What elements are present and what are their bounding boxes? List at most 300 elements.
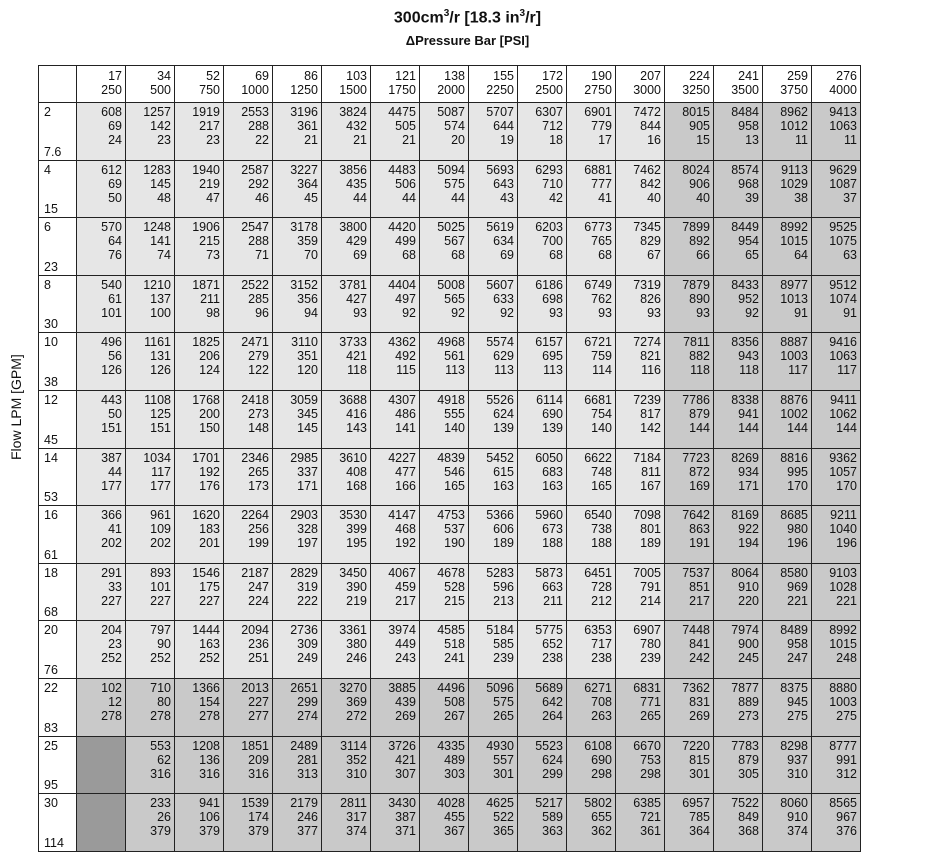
cell-value-2: 359 — [297, 234, 318, 249]
cell-value-2: 910 — [738, 579, 759, 594]
cell-value-3: 21 — [353, 133, 367, 147]
cell-value-2: 906 — [689, 176, 710, 191]
flow-lpm-value: 16 — [44, 508, 58, 523]
cell-value-1: 3361 — [339, 623, 367, 638]
performance-cell — [273, 275, 322, 333]
cell-value-3: 68 — [598, 248, 612, 263]
pressure-column-header — [371, 66, 420, 103]
pressure-bar-value: 86 — [304, 69, 318, 83]
cell-value-2: 826 — [640, 291, 661, 306]
cell-value-3: 301 — [493, 766, 514, 781]
cell-value-3: 117 — [837, 363, 857, 378]
cell-value-1: 4968 — [437, 335, 465, 350]
cell-value-1: 8685 — [780, 508, 808, 523]
cell-value-2: 1012 — [780, 119, 808, 133]
performance-cell — [77, 621, 126, 679]
cell-value-2: 663 — [542, 579, 563, 594]
cell-value-3: 11 — [795, 133, 808, 147]
performance-cell — [616, 103, 665, 161]
pressure-psi-value: 2250 — [486, 83, 514, 97]
cell-value-2: 596 — [493, 579, 514, 594]
cell-value-2: 369 — [346, 694, 367, 709]
cell-value-1: 961 — [150, 508, 171, 523]
cell-value-2: 163 — [199, 637, 220, 652]
cell-value-1: 5693 — [486, 162, 514, 177]
cell-value-3: 245 — [738, 651, 759, 666]
cell-value-1: 608 — [101, 105, 122, 119]
performance-cell — [665, 563, 714, 621]
cell-value-2: 468 — [395, 522, 416, 537]
performance-cell — [714, 160, 763, 218]
cell-value-2: 712 — [542, 119, 563, 133]
cell-value-1: 1161 — [144, 335, 171, 350]
cell-value-3: 242 — [689, 651, 710, 666]
cell-value-2: 192 — [199, 464, 220, 479]
performance-cell — [371, 448, 420, 506]
cell-value-1: 8992 — [780, 220, 808, 235]
cell-value-1: 7362 — [682, 680, 710, 695]
cell-value-3: 239 — [640, 651, 661, 666]
cell-value-3: 379 — [248, 824, 269, 839]
performance-cell — [371, 333, 420, 391]
cell-value-3: 239 — [493, 651, 514, 666]
table-row — [39, 218, 861, 276]
cell-value-2: 486 — [395, 406, 416, 421]
performance-cell — [371, 563, 420, 621]
cell-value-1: 3450 — [339, 565, 367, 580]
cell-value-3: 66 — [696, 248, 710, 263]
cell-value-2: 41 — [108, 522, 122, 537]
cell-value-1: 710 — [150, 680, 171, 695]
cell-value-1: 8565 — [829, 796, 857, 811]
performance-cell — [469, 103, 518, 161]
flow-gpm-value: 114 — [44, 835, 64, 850]
performance-cell — [518, 448, 567, 506]
cell-value-1: 1919 — [192, 105, 220, 119]
cell-value-1: 2264 — [241, 508, 269, 523]
cell-value-1: 2471 — [241, 335, 269, 350]
flow-gpm-value: 61 — [44, 547, 58, 562]
cell-value-3: 376 — [836, 824, 857, 839]
cell-value-1: 5523 — [535, 738, 563, 753]
cell-value-2: 1063 — [829, 349, 857, 364]
cell-value-3: 93 — [696, 305, 710, 320]
flow-row-header — [39, 621, 77, 679]
cell-value-1: 7811 — [683, 335, 710, 350]
flow-gpm-value: 45 — [44, 432, 58, 447]
cell-value-3: 50 — [108, 190, 122, 205]
cell-value-3: 37 — [843, 190, 857, 205]
performance-cell — [567, 736, 616, 794]
cell-value-2: 937 — [787, 752, 808, 767]
cell-value-2: 12 — [108, 694, 122, 709]
cell-value-1: 8298 — [780, 738, 808, 753]
cell-value-2: 1003 — [780, 349, 808, 364]
cell-value-3: 177 — [101, 478, 122, 493]
cell-value-2: 934 — [738, 464, 759, 479]
cell-value-3: 21 — [402, 133, 416, 147]
performance-cell — [616, 736, 665, 794]
cell-value-3: 196 — [836, 536, 857, 551]
cell-value-2: 615 — [493, 464, 514, 479]
cell-value-3: 24 — [108, 133, 122, 147]
performance-cell — [175, 621, 224, 679]
cell-value-3: 215 — [444, 593, 465, 608]
performance-cell — [175, 506, 224, 564]
performance-cell — [763, 275, 812, 333]
cell-value-1: 3856 — [339, 162, 367, 177]
flow-gpm-value: 38 — [44, 374, 58, 389]
cell-value-3: 120 — [297, 363, 318, 378]
performance-cell — [567, 218, 616, 276]
performance-cell — [763, 218, 812, 276]
cell-value-1: 9512 — [829, 277, 857, 292]
cell-value-3: 167 — [640, 478, 661, 493]
cell-value-1: 3059 — [290, 392, 318, 407]
flow-lpm-value: 10 — [44, 335, 58, 350]
performance-cell — [322, 794, 371, 852]
empty-cell — [77, 736, 126, 794]
cell-value-1: 9629 — [829, 162, 857, 177]
performance-cell — [175, 390, 224, 448]
performance-cell — [567, 333, 616, 391]
cell-value-3: 44 — [402, 190, 416, 205]
cell-value-1: 5283 — [486, 565, 514, 580]
cell-value-3: 274 — [297, 708, 318, 723]
performance-cell — [567, 103, 616, 161]
performance-cell — [567, 621, 616, 679]
performance-cell — [126, 621, 175, 679]
cell-value-1: 7098 — [633, 508, 661, 523]
cell-value-2: 399 — [346, 522, 367, 537]
cell-value-3: 48 — [157, 190, 171, 205]
performance-cell — [273, 736, 322, 794]
cell-value-2: 633 — [493, 291, 514, 306]
cell-value-1: 4483 — [388, 162, 416, 177]
cell-value-2: 80 — [157, 694, 171, 709]
performance-cell — [763, 103, 812, 161]
cell-value-3: 171 — [297, 478, 318, 493]
cell-value-3: 64 — [794, 248, 808, 263]
cell-value-1: 9411 — [830, 392, 857, 407]
pressure-column-header — [665, 66, 714, 103]
cell-value-3: 140 — [444, 420, 465, 435]
cell-value-1: 8433 — [731, 277, 759, 292]
cell-value-3: 221 — [787, 593, 808, 608]
cell-value-2: 421 — [395, 752, 416, 767]
cell-value-2: 364 — [297, 176, 318, 191]
cell-value-1: 4420 — [388, 220, 416, 235]
pressure-bar-value: 155 — [493, 69, 514, 83]
performance-cell — [322, 275, 371, 333]
flow-row-header — [39, 275, 77, 333]
cell-value-2: 288 — [248, 234, 269, 249]
cell-value-1: 7522 — [731, 796, 759, 811]
performance-cell — [518, 333, 567, 391]
cell-value-2: 575 — [444, 176, 465, 191]
cell-value-1: 3430 — [388, 796, 416, 811]
cell-value-1: 9413 — [829, 105, 857, 119]
cell-value-3: 188 — [591, 536, 612, 551]
cell-value-3: 275 — [836, 708, 857, 723]
cell-value-1: 3110 — [291, 335, 318, 350]
cell-value-2: 227 — [248, 694, 269, 709]
cell-value-2: 958 — [738, 119, 759, 133]
performance-cell — [763, 506, 812, 564]
performance-cell — [763, 448, 812, 506]
performance-cell — [322, 390, 371, 448]
cell-value-1: 2418 — [241, 392, 269, 407]
cell-value-1: 2013 — [241, 680, 269, 695]
cell-value-1: 7537 — [682, 565, 710, 580]
cell-value-1: 4362 — [388, 335, 416, 350]
cell-value-3: 96 — [255, 305, 269, 320]
cell-value-2: 518 — [444, 637, 465, 652]
cell-value-3: 63 — [843, 248, 857, 263]
cell-value-1: 2903 — [290, 508, 318, 523]
cell-value-3: 144 — [689, 420, 710, 435]
cell-value-2: 574 — [444, 119, 465, 133]
cell-value-3: 265 — [493, 708, 514, 723]
cell-value-3: 115 — [396, 363, 416, 378]
cell-value-1: 893 — [150, 565, 171, 580]
cell-value-2: 762 — [591, 291, 612, 306]
performance-cell — [273, 563, 322, 621]
cell-value-2: 497 — [395, 291, 416, 306]
cell-value-2: 910 — [787, 810, 808, 825]
cell-value-1: 3530 — [339, 508, 367, 523]
cell-value-3: 71 — [255, 248, 269, 263]
performance-cell — [273, 390, 322, 448]
pressure-bar-value: 52 — [206, 69, 220, 83]
performance-cell — [518, 736, 567, 794]
performance-cell — [175, 275, 224, 333]
table-row — [39, 275, 861, 333]
cell-value-3: 188 — [542, 536, 563, 551]
cell-value-2: 528 — [444, 579, 465, 594]
performance-cell — [175, 333, 224, 391]
cell-value-3: 277 — [248, 708, 269, 723]
cell-value-2: 683 — [542, 464, 563, 479]
cell-value-1: 941 — [199, 796, 220, 811]
cell-value-2: 721 — [640, 810, 661, 825]
cell-value-1: 2811 — [340, 796, 367, 811]
cell-value-2: 256 — [248, 522, 269, 537]
cell-value-1: 6307 — [535, 105, 563, 119]
performance-cell — [322, 218, 371, 276]
cell-value-3: 247 — [787, 651, 808, 666]
flow-gpm-value: 23 — [44, 259, 58, 274]
cell-value-2: 281 — [297, 752, 318, 767]
cell-value-3: 142 — [640, 420, 661, 435]
cell-value-1: 102 — [101, 680, 122, 695]
cell-value-2: 319 — [297, 579, 318, 594]
cell-value-2: 710 — [542, 176, 563, 191]
performance-cell — [175, 103, 224, 161]
pressure-psi-value: 2500 — [535, 83, 563, 97]
cell-value-1: 1940 — [192, 162, 220, 177]
cell-value-3: 140 — [591, 420, 612, 435]
pressure-psi-value: 3500 — [731, 83, 759, 97]
cell-value-2: 690 — [542, 406, 563, 421]
cell-value-3: 93 — [353, 305, 367, 320]
cell-value-1: 8777 — [829, 738, 857, 753]
cell-value-2: 1040 — [829, 522, 857, 537]
performance-cell — [763, 794, 812, 852]
cell-value-1: 7879 — [682, 277, 710, 292]
cell-value-2: 811 — [641, 464, 661, 479]
cell-value-1: 6907 — [633, 623, 661, 638]
cell-value-1: 7448 — [682, 623, 710, 638]
cell-value-1: 4930 — [486, 738, 514, 753]
cell-value-1: 4147 — [388, 508, 416, 523]
performance-cell — [714, 275, 763, 333]
performance-cell — [420, 736, 469, 794]
cell-value-1: 496 — [101, 335, 122, 350]
performance-cell — [763, 563, 812, 621]
cell-value-2: 236 — [248, 637, 269, 652]
performance-cell — [126, 563, 175, 621]
cell-value-2: 1074 — [829, 291, 857, 306]
cell-value-2: 753 — [640, 752, 661, 767]
cell-value-2: 416 — [346, 406, 367, 421]
performance-cell — [371, 390, 420, 448]
cell-value-1: 6773 — [584, 220, 612, 235]
cell-value-1: 6622 — [584, 450, 612, 465]
cell-value-2: 1057 — [829, 464, 857, 479]
cell-value-2: 565 — [444, 291, 465, 306]
performance-cell — [812, 390, 861, 448]
cell-value-2: 900 — [738, 637, 759, 652]
pressure-bar-value: 241 — [738, 69, 759, 83]
flow-gpm-value: 95 — [44, 778, 58, 793]
cell-value-2: 642 — [542, 694, 563, 709]
cell-value-1: 2346 — [241, 450, 269, 465]
performance-cell — [616, 794, 665, 852]
cell-value-2: 941 — [738, 406, 759, 421]
performance-cell — [616, 333, 665, 391]
cell-value-1: 6203 — [535, 220, 563, 235]
cell-value-2: 492 — [395, 349, 416, 364]
cell-value-1: 5008 — [437, 277, 465, 292]
performance-cell — [714, 621, 763, 679]
performance-cell — [420, 275, 469, 333]
cell-value-3: 241 — [444, 651, 465, 666]
cell-value-3: 272 — [346, 708, 367, 723]
performance-cell — [812, 506, 861, 564]
performance-cell — [616, 678, 665, 736]
performance-cell — [420, 794, 469, 852]
cell-value-2: 1029 — [780, 176, 808, 191]
cell-value-1: 3610 — [339, 450, 367, 465]
cell-value-1: 7239 — [633, 392, 661, 407]
performance-cell — [763, 736, 812, 794]
pressure-psi-value: 750 — [199, 83, 220, 97]
cell-value-2: 265 — [248, 464, 269, 479]
cell-value-3: 67 — [647, 248, 661, 263]
performance-cell — [126, 794, 175, 852]
cell-value-2: 967 — [836, 810, 857, 825]
cell-value-2: 537 — [444, 522, 465, 537]
performance-cell — [469, 621, 518, 679]
cell-value-3: 303 — [444, 766, 465, 781]
cell-value-1: 6293 — [535, 162, 563, 177]
cell-value-2: 427 — [346, 291, 367, 306]
performance-cell — [714, 333, 763, 391]
cell-value-3: 151 — [101, 420, 122, 435]
cell-value-3: 144 — [836, 420, 857, 435]
pressure-psi-value: 500 — [150, 83, 171, 97]
performance-cell — [224, 390, 273, 448]
performance-cell — [175, 218, 224, 276]
performance-cell — [567, 506, 616, 564]
flow-row-header — [39, 333, 77, 391]
cell-value-1: 8880 — [829, 680, 857, 695]
pressure-subtitle: ΔPressure Bar [PSI] — [405, 33, 530, 48]
performance-cell — [273, 160, 322, 218]
cell-value-1: 1546 — [192, 565, 220, 580]
cell-value-1: 443 — [101, 392, 122, 407]
cell-value-3: 377 — [297, 824, 318, 839]
performance-cell — [371, 160, 420, 218]
cell-value-3: 211 — [543, 593, 563, 608]
cell-value-3: 144 — [738, 420, 759, 435]
cell-value-2: 690 — [591, 752, 612, 767]
performance-cell — [224, 678, 273, 736]
performance-cell — [616, 448, 665, 506]
cell-value-1: 8484 — [731, 105, 759, 119]
table-row — [39, 506, 861, 564]
pressure-psi-value: 250 — [101, 83, 122, 97]
cell-value-2: 791 — [640, 579, 661, 594]
cell-value-2: 841 — [689, 637, 710, 652]
cell-value-2: 69 — [108, 119, 122, 133]
cell-value-1: 4753 — [437, 508, 465, 523]
cell-value-3: 265 — [640, 708, 661, 723]
cell-value-3: 41 — [598, 190, 612, 205]
performance-cell — [77, 218, 126, 276]
pressure-bar-value: 172 — [542, 69, 563, 83]
cell-value-3: 227 — [101, 593, 122, 608]
cell-value-1: 7642 — [682, 508, 710, 523]
cell-value-1: 5452 — [486, 450, 514, 465]
cell-value-2: 175 — [199, 579, 220, 594]
cell-value-3: 92 — [745, 305, 759, 320]
cell-value-3: 73 — [206, 248, 220, 263]
cell-value-1: 2829 — [290, 565, 318, 580]
performance-cell — [518, 621, 567, 679]
performance-cell — [273, 678, 322, 736]
cell-value-3: 47 — [206, 190, 220, 205]
cell-value-1: 9211 — [830, 508, 857, 523]
performance-cell — [420, 506, 469, 564]
table-row — [39, 736, 861, 794]
cell-value-3: 221 — [836, 593, 857, 608]
performance-cell — [371, 275, 420, 333]
cell-value-2: 455 — [444, 810, 465, 825]
cell-value-3: 169 — [689, 478, 710, 493]
cell-value-3: 148 — [248, 420, 269, 435]
cell-value-1: 1701 — [192, 450, 220, 465]
pressure-psi-value: 1500 — [339, 83, 367, 97]
cell-value-3: 113 — [494, 363, 514, 378]
performance-cell — [567, 794, 616, 852]
cell-value-3: 248 — [836, 651, 857, 666]
cell-value-2: 728 — [591, 579, 612, 594]
performance-cell — [812, 103, 861, 161]
cell-value-3: 371 — [395, 824, 416, 839]
cell-value-3: 94 — [304, 305, 318, 320]
